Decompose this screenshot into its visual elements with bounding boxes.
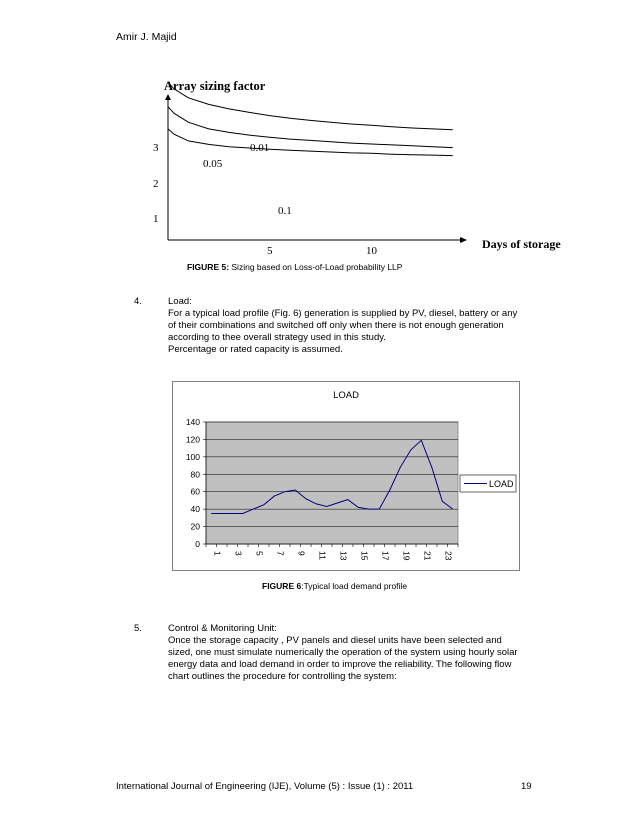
section4-line: For a typical load profile (Fig. 6) generation is supplied by PV, diesel, battery or any [168, 308, 518, 319]
section5-body [168, 623, 548, 683]
fig5-series-line [168, 129, 453, 156]
fig6-y-tick-label: 0 [195, 539, 200, 549]
figure6-chart-frame [172, 381, 520, 571]
fig6-y-tick-label: 60 [190, 486, 200, 497]
fig6-x-ticks [206, 544, 458, 561]
fig5-ylabel: Array sizing factor [164, 79, 266, 93]
section5-line: sized, one must simulate numerically the operation of the system using hourly solar [168, 647, 518, 658]
figure5-caption [187, 262, 402, 272]
fig6-x-tick-label: 3 [233, 551, 244, 556]
section5-line: chart outlines the procedure for controlling the system: [168, 671, 397, 682]
section5-line: energy data and load demand in order to improve the reliability. The following flow [168, 659, 512, 670]
running-header-author: Amir J. Majid [116, 31, 177, 43]
fig5-series-group [168, 82, 453, 217]
figure6-chart [173, 382, 519, 570]
section4-line: Percentage or rated capacity is assumed. [168, 344, 343, 355]
fig6-x-tick-label: 1 [212, 551, 223, 556]
fig6-x-tick-label: 23 [443, 551, 454, 561]
fig6-x-tick-label: 17 [380, 551, 391, 561]
section4-line: Load: [168, 296, 192, 307]
fig6-x-tick-label: 5 [254, 551, 265, 556]
fig6-x-tick-label: 13 [338, 551, 349, 561]
figure5-caption-label: FIGURE 5: [187, 262, 230, 272]
fig5-y-tick-label: 2 [153, 178, 159, 190]
section5-line: Once the storage capacity , PV panels and diesel units have been selected and [168, 635, 502, 646]
footer-journal: International Journal of Engineering (IJE), Volume (5) : Issue (1) : 2011 [116, 781, 414, 792]
section5-line: Control & Monitoring Unit: [168, 623, 277, 634]
fig6-x-tick-label: 11 [317, 551, 328, 560]
fig6-legend-label: LOAD [489, 479, 514, 489]
fig5-series-line [168, 107, 453, 148]
figure5-chart [140, 70, 570, 260]
fig5-x-tick-label: 5 [266, 245, 273, 257]
section4-line: according to thee overall strategy used in this study. [168, 332, 386, 343]
fig6-y-tick-label: 100 [185, 451, 200, 462]
section4-number: 4. [134, 296, 142, 307]
fig6-x-tick-label: 21 [422, 551, 433, 561]
section4-body [168, 296, 548, 356]
fig6-y-tick-label: 80 [190, 469, 200, 480]
fig6-x-tick-label: 19 [401, 551, 412, 561]
fig6-x-tick-label: 15 [359, 551, 370, 561]
fig5-x-axis-arrow [460, 237, 467, 243]
section4-line: of their combinations and switched off only when there is not enough generation [168, 320, 504, 331]
footer-page-number: 19 [521, 781, 532, 792]
fig6-title: LOAD [333, 390, 359, 401]
fig6-x-tick-label: 7 [275, 551, 286, 556]
section5-number: 5. [134, 623, 142, 634]
fig5-xlabel: Days of storage [482, 237, 561, 251]
fig6-x-tick-label: 9 [296, 551, 307, 556]
fig5-y-tick-label: 3 [153, 142, 159, 154]
figure6-caption [262, 581, 407, 591]
fig5-series-label: 0.1 [278, 205, 292, 217]
fig5-x-tick-label: 10 [365, 245, 377, 257]
fig6-y-tick-label: 140 [185, 417, 200, 427]
figure5-caption-text: Sizing based on Loss-of-Load probability LLP [229, 262, 403, 272]
figure6-caption-text: :Typical load demand profile [301, 581, 408, 591]
fig6-y-tick-label: 120 [185, 434, 200, 445]
fig5-y-axis-arrow [165, 94, 171, 100]
figure6-caption-label: FIGURE 6 [262, 581, 302, 591]
fig6-y-tick-label: 20 [190, 521, 200, 532]
fig6-y-tick-label: 40 [190, 504, 200, 515]
fig5-series-label: 0.01 [250, 142, 270, 154]
fig6-legend [460, 475, 516, 492]
fig6-plot-area [206, 422, 458, 544]
fig5-y-tick-label: 1 [153, 213, 159, 225]
fig5-series-label: 0.05 [203, 158, 223, 170]
